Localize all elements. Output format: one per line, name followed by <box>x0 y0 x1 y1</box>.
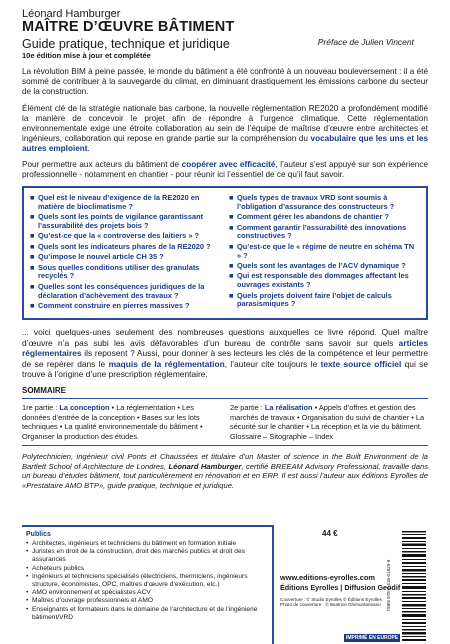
sommaire-part-1: 1re partie : La conception • La réglementation • Les données d’entrée de la conception • Bases sur les lots techniques • La qualité environnementale du bâtiment • Organiser la production des études. <box>22 403 203 441</box>
photo-credit: Photo de couverture : © Beatrice Ghimuntaneanu <box>280 602 381 607</box>
question-item: ■ Quelles sont les conséquences juridiques de la déclaration d’achèvement des travaux ? <box>30 281 205 300</box>
book-title: MAÎTRE D’ŒUVRE BÂTIMENT <box>22 19 235 35</box>
cover-credit: Couverture : © Studio Eyrolles © Éditions Eyrolles <box>280 597 382 602</box>
barcode-icon <box>402 531 426 641</box>
question-item: ■ Qui est responsable des dommages affectant les ouvrages existants ? <box>229 271 409 290</box>
publics-title: Publics <box>26 531 51 538</box>
made-in-europe-badge: IMPRIMÉ EN EUROPE <box>346 635 399 641</box>
question-item: ■ Qu’est-ce que le « régime de neutre en schéma TN » ? <box>229 241 415 260</box>
publics-item: • Enseignants et formateurs dans le domaine de l’architecture et de l’ingénierie bâtiment/VRD <box>26 605 258 621</box>
publics-item: • Acheteurs publics <box>26 564 85 572</box>
question-item: ■ Qu’est-ce que la « controverse des laitiers » ? <box>30 231 200 241</box>
question-item: ■ Qu’impose le nouvel article CH 35 ? <box>30 252 164 262</box>
question-item: ■ Comment construire en pierres massives ? <box>30 300 190 310</box>
sommaire-heading: SOMMAIRE <box>22 386 66 396</box>
isbn-label: ISBN 978-2-416-01829-9 <box>386 559 391 611</box>
preface-credit: Préface de Julien Vincent <box>317 37 414 47</box>
questions-box <box>22 186 428 320</box>
emphasis-cooperer: coopérer avec efficacité <box>181 159 276 169</box>
publics-item: • Maîtres d’ouvrage professionnels et AMO <box>26 597 153 605</box>
question-item: ■ Sous quelles conditions utiliser des granulats recyclés ? <box>30 262 200 281</box>
author-name: Léonard Hamburger <box>22 8 121 20</box>
edition-note: 10e édition mise à jour et complétée <box>22 51 151 60</box>
emphasis-vocabulary: vocabulaire que les uns et les autres emploient <box>22 134 428 154</box>
sommaire-part-2: 2e partie : La réalisation • Appels d’offres et gestion des marchés de travaux • Organisation du suivi de chantier • La sécurité sur le chantier • La réception et la vie du bâtiment. Glossaire – Sitographie – Index <box>230 403 425 441</box>
answer-paragraph: ... voici quelques-unes seulement des nombreuses questions auxquelles ce livre répond. Quel maître d’œuvre n’a pas subi les avis défavorables d’un bureau de contrôle sans savoir sur quels articles réglementaires ils reposent ? Aussi, pour donner à ses lecteurs les clés de la compétence et leur permettre de se repérer dans le maquis de la réglementation, l’auteur cite toujours le texte source officiel qui se trouve à l’origine d’une prescription réglementaire. <box>22 327 428 379</box>
question-item: ■ Quels sont les points de vigilance garantissant l’assurabilité des projets bois ? <box>30 212 204 231</box>
publics-item: • Juristes en droit de la construction, droit des marchés publics et droit des assurances <box>26 548 245 564</box>
publics-box <box>22 525 274 644</box>
subtitle-row <box>22 35 428 50</box>
sommaire-box <box>22 398 428 446</box>
publics-item: • Architectes, ingénieurs et techniciens du bâtiment en formation initiale <box>26 540 237 547</box>
price: 44 € <box>322 529 338 538</box>
questions-left-column <box>30 194 221 312</box>
bottom-section <box>22 525 428 644</box>
question-item: ■ Quels sont les indicateurs phares de la RE2020 ? <box>30 241 211 251</box>
questions-right-column <box>229 194 420 312</box>
question-item: ■ Quels sont les avantages de l’ACV dynamique ? <box>229 260 406 270</box>
question-item: ■ Comment garantir l’assurabilité des innovations constructives ? <box>229 222 407 241</box>
publics-item: • Ingénieurs et techniciens spécialisés (électriciens, thermiciens, ingénieurs structure, économistes, OPC, maîtres d’œuvre d’exécution, etc.) <box>26 572 248 589</box>
question-item: ■ Quels types de travaux VRD sont soumis à l’obligation d’assurance des constructeurs ? <box>229 193 395 211</box>
question-item: ■ Quel est le niveau d’exigence de la RE2020 en matière de bioclimatisme ? <box>30 193 200 211</box>
intro-paragraph-2: Élément clé de la stratégie nationale bas carbone, la nouvelle réglementation RE2020 a profondément modifié la manière de concevoir le projet afin de répondre à l’urgence climatique. Cette réglementation environnementale exige une étroite collaboration au sein de l’équipe de maîtrise d’œuvre entre architectes et ingénieurs, collaboration qui repose en grande partie sur la compréhension du vocabulaire que les uns et les autres emploient. <box>22 103 428 154</box>
intro-paragraph-1: La révolution BIM à peine passée, le monde du bâtiment a été confronté à un nouveau bouleversement : il a été sommé de contribuer à la sauvegarde du climat, en diminuant drastiquement les émissions carbone du secteur de la construction. <box>22 67 428 97</box>
intro-paragraph-3: Pour permettre aux acteurs du bâtiment de coopérer avec efficacité, l’auteur s’est appuyé sur son expérience professionnelle - notamment en chantier - pour réunir ici l’essentiel de ce qu’il faut savoir. <box>22 159 429 179</box>
question-item: ■ Comment gérer les abandons de chantier ? <box>229 212 389 222</box>
publisher-website[interactable]: www.editions-eyrolles.com <box>280 573 376 582</box>
question-item: ■ Quels projets doivent faire l’objet de calculs parasismiques ? <box>229 290 392 309</box>
publisher-name: Éditions Eyrolles | Diffusion Geodif <box>280 583 401 592</box>
book-subtitle: Guide pratique, technique et juridique <box>22 37 230 51</box>
author-bio: Polytechnicien, ingénieur civil Ponts et Chaussées et titulaire d’un Master of science in the Built Environment de la Bartlett School of Architecture de Londres, Léonard Hamburger, certifié BREEAM Advisory Professional, travaille dans un bureau d’études bâtiment, tout particulièrement en rénovation et en ERP. Il est aussi l’auteur aux éditions Eyrolles de «Prestataire AMO BTP», guide pratique, technique et juridique. <box>22 452 429 490</box>
publics-item: • AMO environnement et spécialistes ACV <box>26 589 151 597</box>
